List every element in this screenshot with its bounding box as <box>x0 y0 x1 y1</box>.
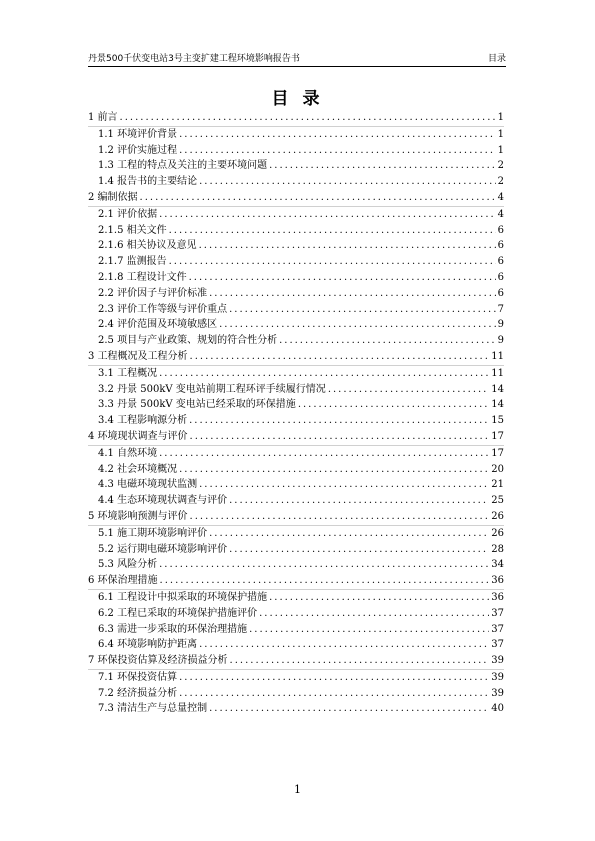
toc-title: 目 录 <box>271 89 324 109</box>
toc-dot-leader <box>140 190 496 206</box>
toc-dot-leader <box>259 606 489 622</box>
toc-entry-page: 2 <box>497 176 504 188</box>
toc-dot-leader <box>199 477 489 493</box>
toc-entry-page: 6 <box>497 240 504 252</box>
toc-dot-leader <box>269 590 489 606</box>
toc-section-entry[interactable] <box>88 670 504 686</box>
toc-entry-text: 1.4 报告书的主要结论 <box>98 176 198 188</box>
toc-entry-page: 15 <box>491 415 504 427</box>
toc-entry-text: 7.3 清洁生产与总量控制 <box>98 703 208 715</box>
toc-section-entry[interactable] <box>88 526 504 542</box>
toc-dot-leader <box>179 670 489 686</box>
toc-entry-page: 11 <box>491 350 504 362</box>
toc-section-entry[interactable] <box>88 317 504 333</box>
toc-entry-page: 40 <box>491 703 504 715</box>
toc-entry-text: 6.2 工程已采取的环境保护措施评价 <box>98 607 258 619</box>
toc-entry-page: 9 <box>497 335 504 347</box>
toc-entry-text: 3 工程概况及工程分析 <box>88 350 188 362</box>
toc-chapter-entry[interactable] <box>88 429 504 446</box>
toc-entry-text: 7 环保投资估算及经济损益分析 <box>88 655 228 667</box>
toc-entry-text: 2.3 评价工作等级与评价重点 <box>98 303 228 315</box>
toc-section-entry[interactable] <box>88 286 504 302</box>
toc-entry-text: 2.1.7 监测报告 <box>98 256 167 268</box>
toc-chapter-entry[interactable] <box>88 509 504 526</box>
toc-dot-leader <box>189 413 489 429</box>
toc-entry-text: 3.4 工程影响源分析 <box>98 415 188 427</box>
toc-entry-text: 2.1.6 相关协议及意见 <box>98 240 197 252</box>
toc-section-entry[interactable] <box>88 606 504 622</box>
toc-entry-text: 2.1.8 工程设计文件 <box>98 271 187 283</box>
toc-section-entry[interactable] <box>88 270 504 286</box>
toc-dot-leader <box>190 349 490 365</box>
toc-section-entry[interactable] <box>88 127 504 143</box>
toc-entry-text: 5.3 风险分析 <box>98 559 158 571</box>
toc-entry-text: 5.1 施工期环境影响评价 <box>98 527 208 539</box>
toc-dot-leader <box>298 397 489 413</box>
toc-entry-page: 36 <box>491 575 504 587</box>
toc-entry-text: 7.1 环保投资估算 <box>98 671 178 683</box>
toc-entry-text: 2.1 评价依据 <box>98 208 158 220</box>
toc-section-entry[interactable] <box>88 462 504 478</box>
toc-entry-page: 25 <box>491 495 504 507</box>
toc-chapter-entry[interactable] <box>88 349 504 366</box>
toc-entry-text: 4 环境现状调查与评价 <box>88 430 188 442</box>
toc-section-entry[interactable] <box>88 382 504 398</box>
toc-section-entry[interactable] <box>88 223 504 239</box>
toc-dot-leader <box>209 286 496 302</box>
toc-section-entry[interactable] <box>88 302 504 318</box>
toc-section-entry[interactable] <box>88 477 504 493</box>
toc-entry-page: 39 <box>491 655 504 667</box>
toc-entry-page: 1 <box>497 144 504 156</box>
toc-entry-page: 6 <box>497 287 504 299</box>
toc-entry-page: 4 <box>497 208 504 220</box>
toc-entry-page: 26 <box>491 527 504 539</box>
toc-section-entry[interactable] <box>88 542 504 558</box>
toc-section-entry[interactable] <box>88 174 504 190</box>
toc-entry-text: 4.2 社会环境概况 <box>98 463 178 475</box>
toc-dot-leader <box>199 637 489 653</box>
toc-entry-text: 3.3 丹景 500kV 变电站已经采取的环保措施 <box>98 399 296 411</box>
toc-entry-text: 5 环境影响预测与评价 <box>88 510 188 522</box>
toc-dot-leader <box>120 110 496 126</box>
toc-entry-page: 6 <box>497 256 504 268</box>
toc-entry-page: 28 <box>491 543 504 555</box>
toc-entry-text: 4.3 电磁环境现状监测 <box>98 479 198 491</box>
toc-dot-leader <box>159 557 489 573</box>
toc-entry-text: 1.1 环境评价背景 <box>98 128 178 140</box>
toc-entry-text: 2 编制依据 <box>88 191 138 203</box>
toc-entry-text: 6 环保治理措施 <box>88 575 158 587</box>
toc-entry-text: 4.1 自然环境 <box>98 447 158 459</box>
toc-chapter-entry[interactable] <box>88 573 504 590</box>
toc-dot-leader <box>189 270 496 286</box>
toc-section-entry[interactable] <box>88 590 504 606</box>
toc-entry-page: 37 <box>491 607 504 619</box>
toc-section-entry[interactable] <box>88 637 504 653</box>
toc-dot-leader <box>179 127 496 143</box>
toc-section-entry[interactable] <box>88 254 504 270</box>
toc-entry-text: 2.5 项目与产业政策、规划的符合性分析 <box>98 335 278 347</box>
toc-entry-page: 6 <box>497 271 504 283</box>
toc-section-entry[interactable] <box>88 397 504 413</box>
toc-dot-leader <box>229 542 489 558</box>
toc-dot-leader <box>269 158 496 174</box>
toc-entry-page: 9 <box>497 319 504 331</box>
page-number: 1 <box>294 783 301 796</box>
toc-dot-leader <box>190 429 490 445</box>
toc-dot-leader <box>209 701 489 717</box>
toc-dot-leader <box>179 462 489 478</box>
toc-entry-text: 6.1 工程设计中拟采取的环境保护措施 <box>98 591 268 603</box>
toc-section-entry[interactable] <box>88 557 504 573</box>
toc-entry-page: 37 <box>491 623 504 635</box>
toc-dot-leader <box>159 207 496 223</box>
toc-entry-page: 1 <box>497 112 504 123</box>
toc-entry-text: 2.1.5 相关文件 <box>98 224 167 236</box>
toc-section-entry[interactable] <box>88 158 504 174</box>
toc-section-entry[interactable] <box>88 366 504 382</box>
toc-dot-leader <box>169 223 496 239</box>
toc-dot-leader <box>199 174 496 190</box>
toc-dot-leader <box>229 493 489 509</box>
toc-entry-text: 3.1 工程概况 <box>98 367 158 379</box>
toc-dot-leader <box>159 446 489 462</box>
toc-dot-leader <box>179 686 489 702</box>
toc-section-entry[interactable] <box>88 446 504 462</box>
toc-entry-page: 11 <box>491 367 504 379</box>
toc-entry-page: 36 <box>491 591 504 603</box>
toc-entry-text: 6.3 需进一步采取的环保治理措施 <box>98 623 248 635</box>
toc-dot-leader <box>230 653 490 669</box>
toc-section-entry[interactable] <box>88 686 504 702</box>
toc-dot-leader <box>199 238 496 254</box>
toc-entry-text: 5.2 运行期电磁环境影响评价 <box>98 543 228 555</box>
toc-section-entry[interactable] <box>88 333 504 349</box>
toc-chapter-entry[interactable] <box>88 190 504 207</box>
toc-section-entry[interactable] <box>88 493 504 509</box>
toc-entry-page: 2 <box>497 160 504 172</box>
toc-section-entry[interactable] <box>88 413 504 429</box>
toc-entry-text: 2.2 评价因子与评价标准 <box>98 287 208 299</box>
toc-entry-page: 39 <box>491 687 504 699</box>
toc-entry-page: 6 <box>497 224 504 236</box>
toc-section-entry[interactable] <box>88 143 504 159</box>
toc-dot-leader <box>219 317 496 333</box>
toc-entry-text: 4.4 生态环境现状调查与评价 <box>98 495 228 507</box>
header-report-title: 丹景500千伏变电站3号主变扩建工程环境影响报告书 <box>88 54 300 64</box>
running-header <box>88 52 506 67</box>
toc-entry-text: 3.2 丹景 500kV 变电站前期工程环评手续履行情况 <box>98 383 326 395</box>
toc-dot-leader <box>179 143 496 159</box>
toc-section-entry[interactable] <box>88 238 504 254</box>
header-section-label: 目录 <box>487 54 506 64</box>
toc-entry-page: 14 <box>491 383 504 395</box>
toc-section-entry[interactable] <box>88 622 504 638</box>
toc-dot-leader <box>229 302 496 318</box>
toc-entry-page: 37 <box>491 639 504 651</box>
toc-entry-text: 6.4 环境影响防护距离 <box>98 639 198 651</box>
toc-section-entry[interactable] <box>88 701 504 717</box>
toc-dot-leader <box>169 254 496 270</box>
toc-entry-page: 21 <box>491 479 504 491</box>
toc-entry-page: 26 <box>491 510 504 522</box>
toc-entry-page: 17 <box>491 447 504 459</box>
toc-entry-page: 17 <box>491 430 504 442</box>
toc-dot-leader <box>209 526 489 542</box>
toc-chapter-entry[interactable] <box>88 110 504 127</box>
toc-entry-page: 7 <box>497 303 504 315</box>
toc-dot-leader <box>190 509 490 525</box>
table-of-contents <box>88 110 504 717</box>
toc-entry-text: 2.4 评价范围及环境敏感区 <box>98 319 218 331</box>
toc-dot-leader <box>160 573 490 589</box>
toc-entry-page: 1 <box>497 128 504 140</box>
toc-dot-leader <box>249 622 489 638</box>
toc-entry-text: 1 前言 <box>88 112 118 123</box>
toc-entry-page: 14 <box>491 399 504 411</box>
toc-entry-page: 34 <box>491 559 504 571</box>
toc-entry-text: 7.2 经济损益分析 <box>98 687 178 699</box>
toc-entry-page: 39 <box>491 671 504 683</box>
toc-dot-leader <box>159 366 489 382</box>
toc-section-entry[interactable] <box>88 207 504 223</box>
toc-entry-page: 20 <box>491 463 504 475</box>
toc-dot-leader <box>279 333 496 349</box>
toc-chapter-entry[interactable] <box>88 653 504 670</box>
toc-dot-leader <box>328 382 489 398</box>
toc-entry-text: 1.2 评价实施过程 <box>98 144 178 156</box>
toc-entry-page: 4 <box>497 191 504 203</box>
toc-entry-text: 1.3 工程的特点及关注的主要环境问题 <box>98 160 268 172</box>
